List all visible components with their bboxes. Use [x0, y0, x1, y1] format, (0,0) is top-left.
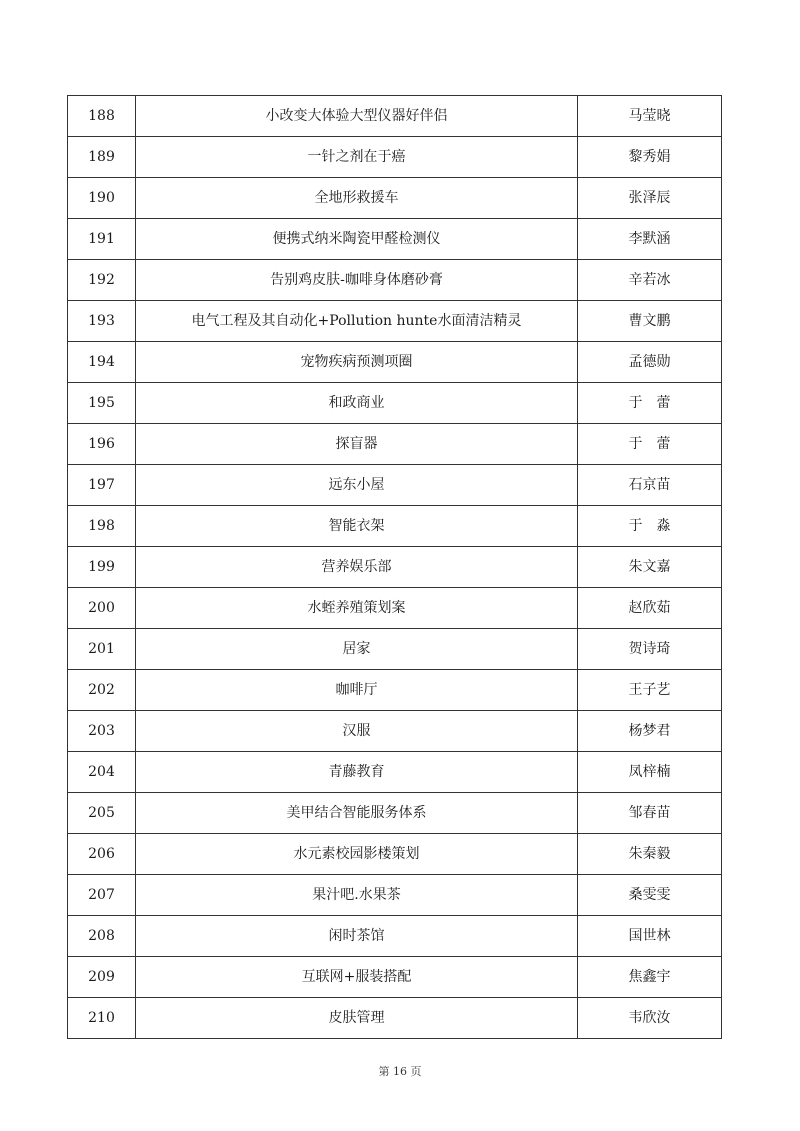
- person-name-cell: 杨梦君: [578, 711, 722, 752]
- table-row: [68, 506, 722, 547]
- project-title-cell: 居家: [136, 629, 578, 670]
- table-row: [68, 957, 722, 998]
- project-table-body: [68, 96, 722, 1039]
- project-title-cell: 智能衣架: [136, 506, 578, 547]
- project-table: [67, 95, 722, 1039]
- row-number-cell: 189: [68, 137, 136, 178]
- project-title-cell: 探盲器: [136, 424, 578, 465]
- person-name-cell: 李默涵: [578, 219, 722, 260]
- project-title-cell: 便携式纳米陶瓷甲醛检测仪: [136, 219, 578, 260]
- row-number-cell: 194: [68, 342, 136, 383]
- row-number-cell: 201: [68, 629, 136, 670]
- project-title-cell: 互联网+服装搭配: [136, 957, 578, 998]
- project-title-cell: 宠物疾病预测项圈: [136, 342, 578, 383]
- person-name-cell: 凤梓楠: [578, 752, 722, 793]
- project-title-cell: 汉服: [136, 711, 578, 752]
- table-row: [68, 998, 722, 1039]
- table-row: [68, 178, 722, 219]
- table-row: [68, 96, 722, 137]
- table-row: [68, 547, 722, 588]
- person-name-cell: 石京苗: [578, 465, 722, 506]
- table-row: [68, 424, 722, 465]
- person-name-cell: 曹文鹏: [578, 301, 722, 342]
- table-row: [68, 711, 722, 752]
- person-name-cell: 邹春苗: [578, 793, 722, 834]
- row-number-cell: 202: [68, 670, 136, 711]
- project-title-cell: 咖啡厅: [136, 670, 578, 711]
- row-number-cell: 199: [68, 547, 136, 588]
- table-row: [68, 916, 722, 957]
- table-row: [68, 793, 722, 834]
- person-name-cell: 王子艺: [578, 670, 722, 711]
- person-name-cell: 辛若冰: [578, 260, 722, 301]
- row-number-cell: 208: [68, 916, 136, 957]
- person-name-cell: 韦欣汝: [578, 998, 722, 1039]
- person-name-cell: 赵欣茹: [578, 588, 722, 629]
- project-title-cell: 闲时茶馆: [136, 916, 578, 957]
- row-number-cell: 188: [68, 96, 136, 137]
- table-row: [68, 670, 722, 711]
- person-name-cell: 朱秦毅: [578, 834, 722, 875]
- row-number-cell: 197: [68, 465, 136, 506]
- table-row: [68, 629, 722, 670]
- project-title-cell: 美甲结合智能服务体系: [136, 793, 578, 834]
- person-name-cell: 朱文嘉: [578, 547, 722, 588]
- row-number-cell: 200: [68, 588, 136, 629]
- table-row: [68, 219, 722, 260]
- row-number-cell: 206: [68, 834, 136, 875]
- person-name-cell: 国世林: [578, 916, 722, 957]
- table-row: [68, 342, 722, 383]
- project-title-cell: 一针之剂在于癌: [136, 137, 578, 178]
- project-title-cell: 水蛭养殖策划案: [136, 588, 578, 629]
- page-number: 第 16 页: [378, 1065, 422, 1078]
- table-row: [68, 834, 722, 875]
- person-name-cell: 于 蕾: [578, 383, 722, 424]
- project-title-cell: 皮肤管理: [136, 998, 578, 1039]
- row-number-cell: 191: [68, 219, 136, 260]
- row-number-cell: 192: [68, 260, 136, 301]
- table-row: [68, 383, 722, 424]
- row-number-cell: 210: [68, 998, 136, 1039]
- person-name-cell: 孟德勋: [578, 342, 722, 383]
- project-title-cell: 小改变大体验大型仪器好伴侣: [136, 96, 578, 137]
- person-name-cell: 黎秀娟: [578, 137, 722, 178]
- person-name-cell: 马莹晓: [578, 96, 722, 137]
- project-title-cell: 水元素校园影楼策划: [136, 834, 578, 875]
- row-number-cell: 207: [68, 875, 136, 916]
- table-row: [68, 137, 722, 178]
- row-number-cell: 198: [68, 506, 136, 547]
- row-number-cell: 209: [68, 957, 136, 998]
- project-title-cell: 远东小屋: [136, 465, 578, 506]
- person-name-cell: 桑雯雯: [578, 875, 722, 916]
- row-number-cell: 203: [68, 711, 136, 752]
- row-number-cell: 195: [68, 383, 136, 424]
- person-name-cell: 于 蕾: [578, 424, 722, 465]
- table-row: [68, 465, 722, 506]
- person-name-cell: 焦鑫宇: [578, 957, 722, 998]
- row-number-cell: 193: [68, 301, 136, 342]
- table-row: [68, 588, 722, 629]
- person-name-cell: 贺诗琦: [578, 629, 722, 670]
- project-title-cell: 青藤教育: [136, 752, 578, 793]
- row-number-cell: 190: [68, 178, 136, 219]
- project-title-cell: 告别鸡皮肤-咖啡身体磨砂膏: [136, 260, 578, 301]
- table-row: [68, 301, 722, 342]
- person-name-cell: 于 淼: [578, 506, 722, 547]
- row-number-cell: 196: [68, 424, 136, 465]
- person-name-cell: 张泽辰: [578, 178, 722, 219]
- project-title-cell: 营养娱乐部: [136, 547, 578, 588]
- table-row: [68, 875, 722, 916]
- project-title-cell: 全地形救援车: [136, 178, 578, 219]
- table-row: [68, 260, 722, 301]
- table-row: [68, 752, 722, 793]
- row-number-cell: 204: [68, 752, 136, 793]
- row-number-cell: 205: [68, 793, 136, 834]
- project-title-cell: 果汁吧.水果茶: [136, 875, 578, 916]
- project-title-cell: 和政商业: [136, 383, 578, 424]
- project-title-cell: 电气工程及其自动化+Pollution hunte水面清洁精灵: [136, 301, 578, 342]
